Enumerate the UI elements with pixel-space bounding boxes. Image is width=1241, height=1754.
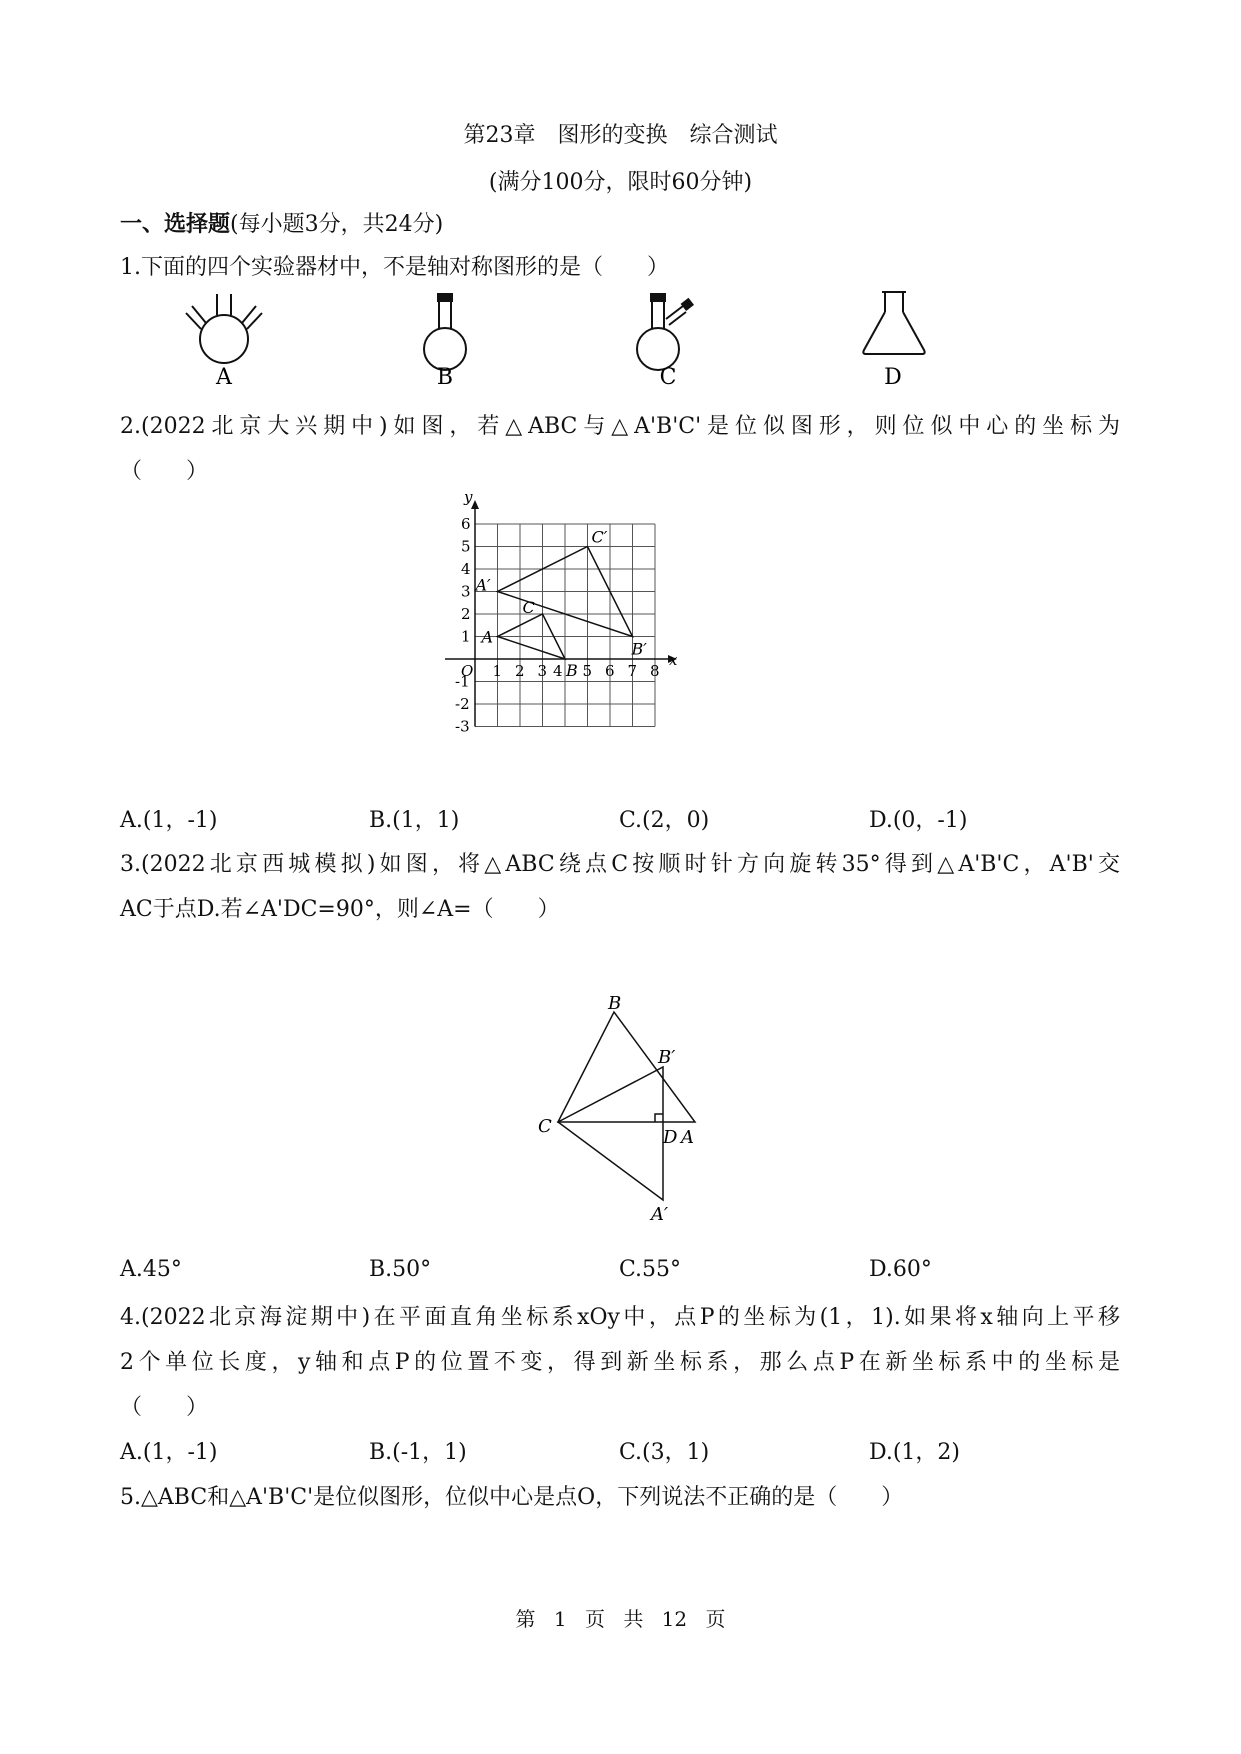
y-axis-label: y — [464, 488, 473, 506]
x-tick-label: 1 — [492, 662, 503, 680]
footer-part: 页 — [584, 1607, 605, 1631]
question-3-stem-line2: AC于点D.若∠A'DC=90°，则∠A=（ ） — [120, 897, 560, 922]
q3-label-a: A — [681, 1127, 694, 1148]
point-label-c: C — [522, 598, 535, 617]
x-tick-label: 5 — [582, 662, 593, 680]
section-heading — [120, 207, 443, 238]
question-2-stem-line2: （ ） — [120, 459, 209, 484]
x-tick-label: 7 — [627, 662, 638, 680]
x-axis-label: x — [669, 651, 678, 669]
q2-labels — [455, 488, 678, 736]
question-3-stem-line1: 3.(2022北京西城模拟)如图，将△ABC绕点C按顺时针方向旋转35°得到△A'B'C，A'B'交 — [120, 852, 1120, 877]
x-tick-label: 3 — [537, 662, 548, 680]
y-tick-label: -2 — [455, 695, 470, 713]
q2-coordinate-figure — [445, 488, 705, 820]
q3-option-b[interactable]: B.50° — [369, 1257, 432, 1282]
q4-option-c[interactable]: C.(3，1) — [619, 1440, 710, 1465]
q2-option-b[interactable]: B.(1，1) — [369, 808, 460, 833]
q4-option-b[interactable]: B.(-1，1) — [369, 1440, 467, 1465]
point-label-a: A — [481, 627, 494, 647]
flask-d-icon — [863, 292, 924, 354]
point-label-a1: A′ — [475, 575, 491, 595]
question-4-stem-line2: 2个单位长度，y轴和点P的位置不变，得到新坐标系，那么点P在新坐标系中的坐标是 — [120, 1350, 1120, 1375]
q3-option-a[interactable]: A.45° — [120, 1257, 182, 1282]
q1-label-d: D — [884, 365, 902, 390]
q1-label-c: C — [659, 365, 677, 390]
point-label-b1: B′ — [631, 639, 647, 659]
x-tick-label: 4 — [553, 662, 563, 680]
y-tick-label: 2 — [461, 605, 471, 623]
page-footer — [0, 1603, 1241, 1632]
question-2-stem-line1: 2.(2022北京大兴期中)如图，若△ABC与△A'B'C'是位似图形，则位似中心的坐标为 — [120, 414, 1120, 439]
origin-label: O — [461, 662, 474, 680]
footer-page-number: 1 — [553, 1607, 567, 1631]
q3-right-angle-mark — [655, 1114, 663, 1122]
x-tick-label: 8 — [650, 662, 660, 680]
q1-label-a: A — [216, 365, 232, 390]
section-title: 一、选择题 — [120, 211, 231, 237]
q3-option-d[interactable]: D.60° — [869, 1257, 932, 1282]
footer-part: 共 — [623, 1607, 644, 1631]
footer-part: 页 — [705, 1607, 726, 1631]
q3-label-b1: B′ — [658, 1047, 676, 1068]
y-tick-label: 6 — [461, 515, 471, 533]
question-5-stem: 5.△ABC和△A'B'C'是位似图形，位似中心是点O，下列说法不正确的是（ ） — [120, 1485, 904, 1510]
footer-page-total: 12 — [661, 1607, 688, 1631]
q3-rotation-figure — [535, 993, 715, 1225]
document-subtitle: (满分100分，限时60分钟) — [488, 170, 753, 195]
question-4-stem-line3: （ ） — [120, 1395, 209, 1420]
y-tick-label: 4 — [461, 560, 471, 578]
y-tick-label: 5 — [461, 537, 471, 556]
q3-label-c: C — [538, 1116, 552, 1137]
q3-triangle-a1b1c — [558, 1067, 663, 1200]
y-tick-label: 3 — [461, 582, 471, 601]
flask-b-icon — [424, 293, 466, 370]
point-label-b: B — [566, 661, 578, 680]
q2-option-d[interactable]: D.(0，-1) — [869, 808, 968, 833]
question-4-stem-line1: 4.(2022北京海淀期中)在平面直角坐标系xOy中，点P的坐标为(1，1).如果将x轴向上平移 — [120, 1305, 1120, 1330]
x-tick-label: 6 — [605, 662, 615, 680]
question-1-stem: 1.下面的四个实验器材中，不是轴对称图形的是（ ） — [120, 255, 669, 280]
y-tick-label: -3 — [455, 717, 470, 736]
q3-label-d: D — [663, 1127, 678, 1148]
y-tick-label: 1 — [461, 627, 471, 646]
q4-option-a[interactable]: A.(1，-1) — [120, 1440, 218, 1465]
q3-label-a1: A′ — [651, 1204, 669, 1225]
q1-label-b: B — [436, 365, 454, 390]
document-title: 第23章 图形的变换 综合测试 — [463, 123, 778, 148]
q3-option-c[interactable]: C.55° — [619, 1257, 682, 1282]
footer-part: 第 — [515, 1607, 536, 1631]
q2-option-c[interactable]: C.(2，0) — [619, 808, 710, 833]
q3-label-b: B — [608, 993, 622, 1014]
flask-a-icon — [186, 294, 262, 363]
q1-apparatus-figure — [180, 292, 1060, 392]
flask-c-icon — [637, 293, 694, 370]
y-tick-label: -1 — [455, 672, 470, 691]
section-note: (每小题3分，共24分) — [230, 212, 444, 237]
point-label-c1: C′ — [591, 527, 608, 547]
q2-grid — [475, 524, 655, 727]
q4-option-d[interactable]: D.(1，2) — [869, 1440, 961, 1465]
x-tick-label: 2 — [515, 662, 525, 680]
q2-option-a[interactable]: A.(1，-1) — [120, 808, 218, 833]
